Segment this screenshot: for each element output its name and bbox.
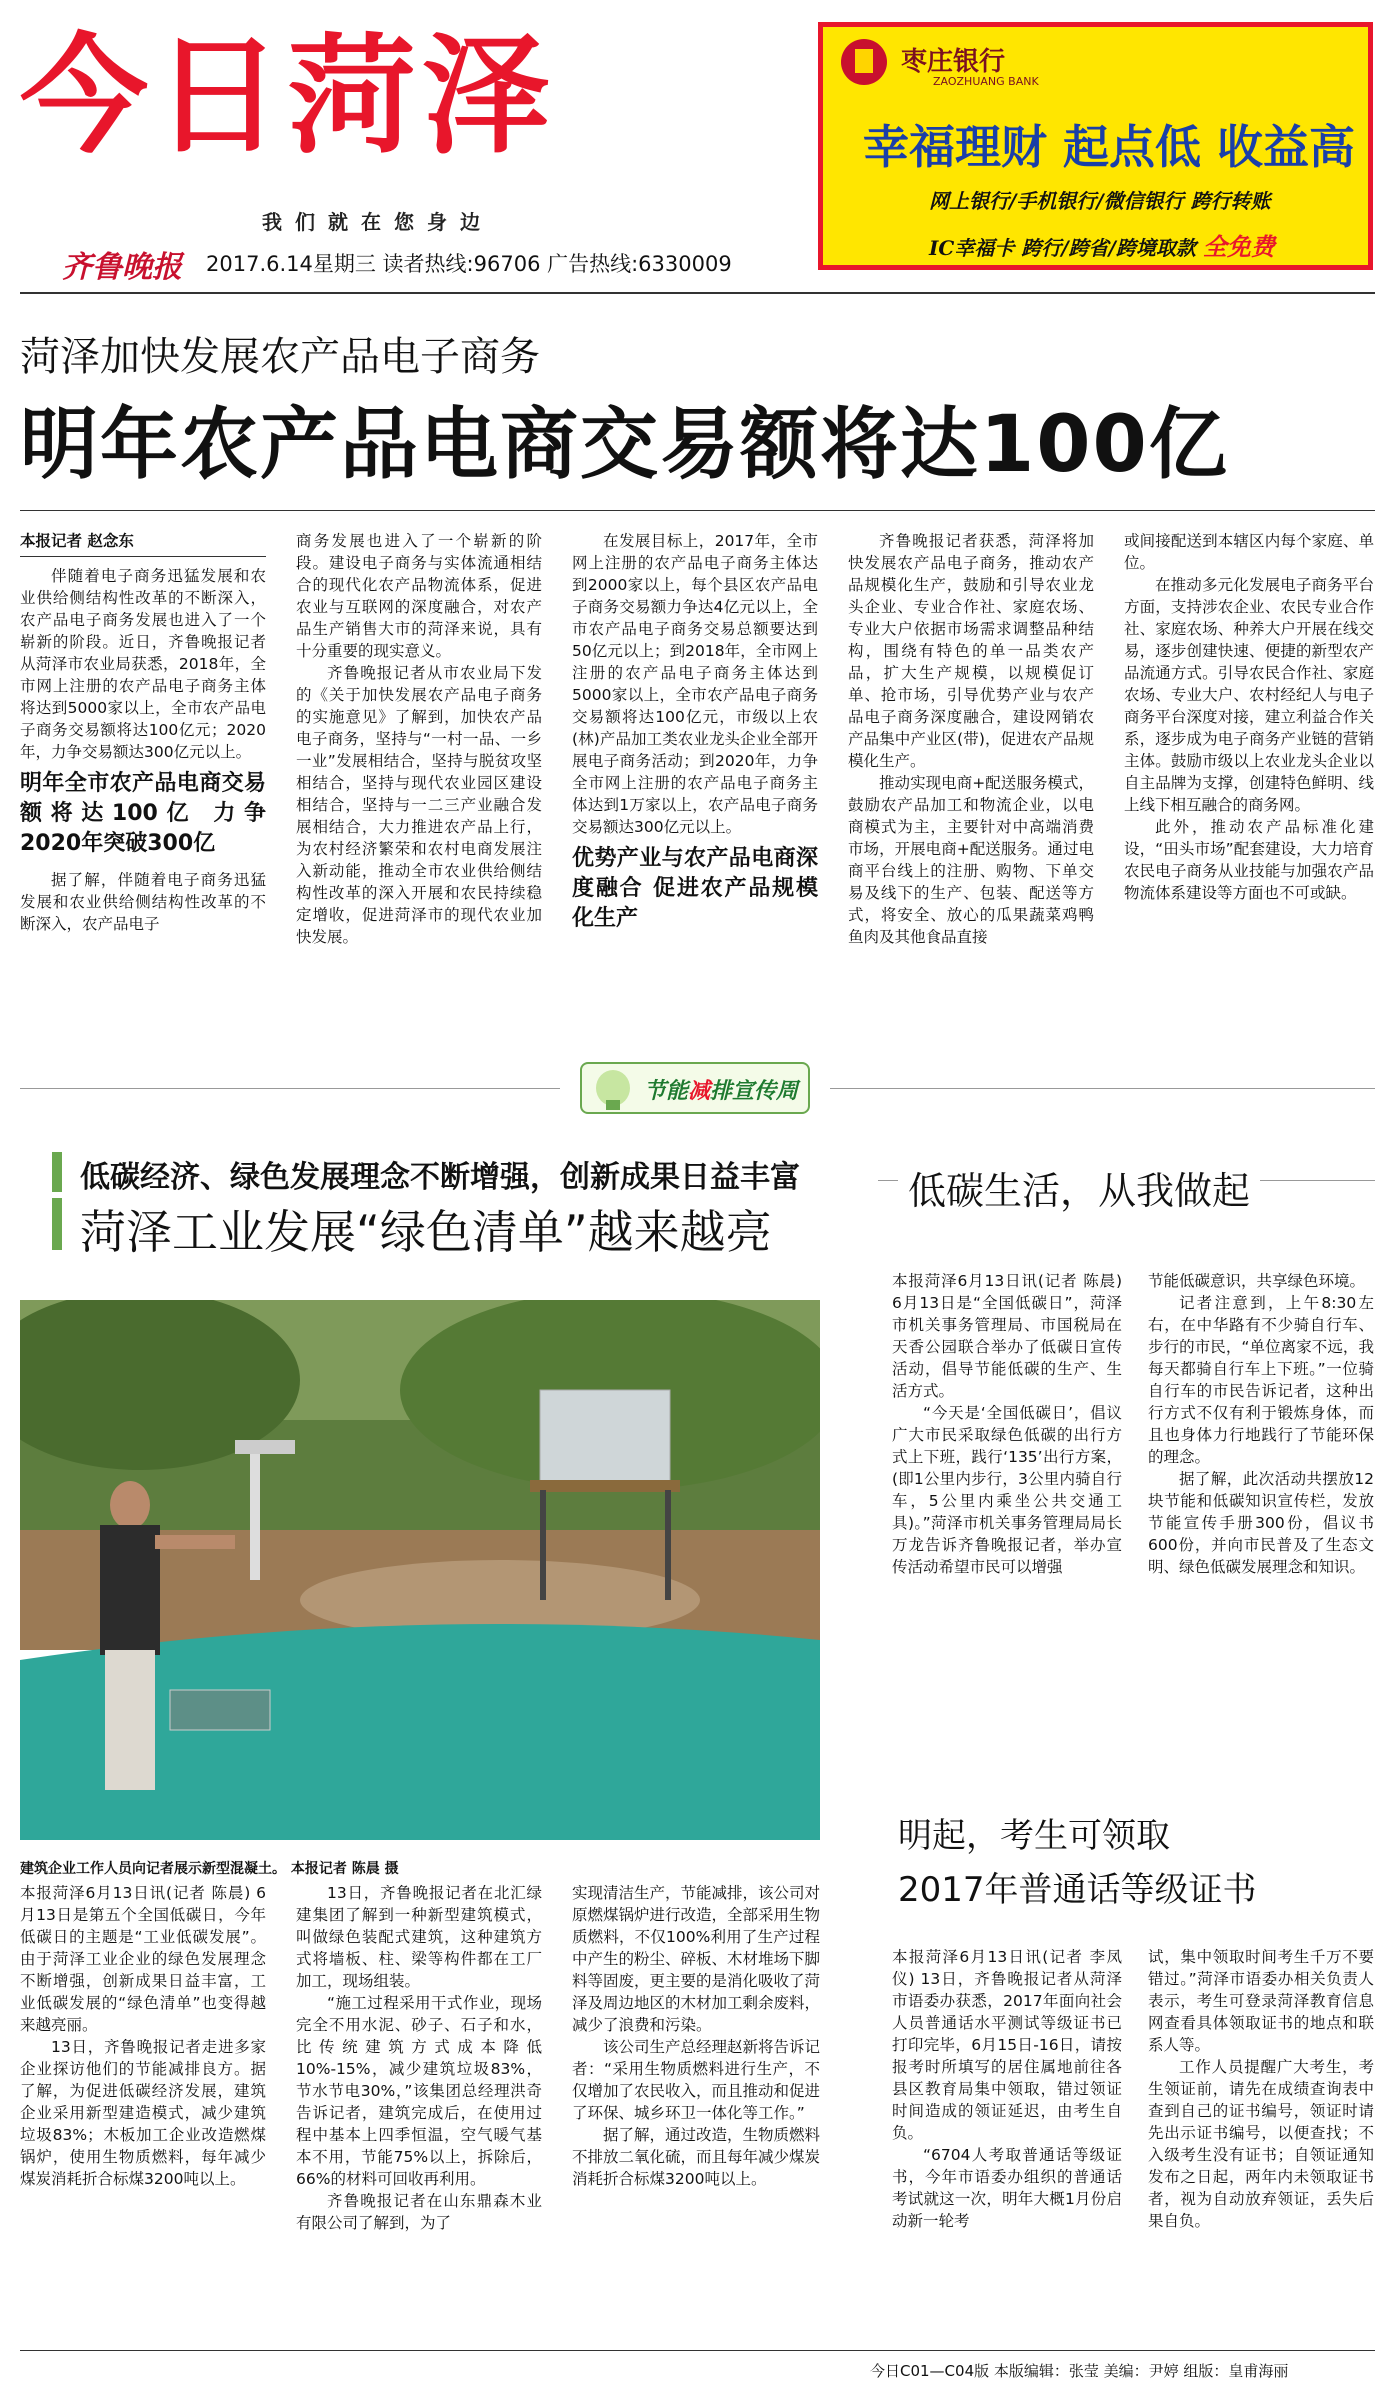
- lead-column-4: [848, 530, 1094, 1040]
- paragraph: 实现清洁生产，节能减排，该公司对原燃煤锅炉进行改造，全部采用生物质燃料，不仅100%利用了生产过程中产生的粉尘、碎板、木材堆场下脚料等固废，更主要的是消化吸收了菏泽及周边地区的木材加工剩余废料，减少了浪费和污染。: [572, 1884, 820, 2034]
- lead-column-2: [296, 530, 542, 1040]
- accent-bar: [52, 1152, 62, 1192]
- story4-headline-1: 明起，考生可领取: [898, 1816, 1170, 1856]
- ad-slogan: 幸福理财 起点低 收益高: [863, 120, 1356, 174]
- paragraph: 推动实现电商+配送服务模式，鼓励农产品加工和物流企业，以电商模式为主，主要针对中高端消费市场，开展电商+配送服务。通过电商平台线上的注册、购物、下单交易及线下的生产、包装、配送等方式，将安全、放心的瓜果蔬菜鸡鸭鱼肉及其他食品直接: [848, 774, 1094, 946]
- paragraph: 13日，齐鲁晚报记者在北汇绿建集团了解到一种新型建筑模式，叫做绿色装配式建筑，这种建筑方式将墙板、柱、梁等构件都在工厂加工，现场组装。: [296, 1884, 542, 1990]
- concrete-demo-photo: [20, 1300, 820, 1840]
- paragraph: 齐鲁晚报记者在山东鼎森木业有限公司了解到，为了: [296, 2192, 542, 2232]
- paragraph: 试，集中领取时间考生千万不要错过。”菏泽市语委办相关负责人表示，考生可登录菏泽教育信息网查看具体领取证书的地点和联系人等。: [1148, 1948, 1374, 2054]
- lead-column-3: [572, 530, 818, 1040]
- paragraph: 据了解，通过改造，生物质燃料不排放二氧化硫，而且每年减少煤炭消耗折合标煤3200吨以上。: [572, 2126, 820, 2188]
- lead-subhead-1: 明年全市农产品电商交易额将达100亿 力争2020年突破300亿: [20, 771, 266, 856]
- masthead-slogan: 我们就在您身边: [262, 210, 493, 234]
- divider: [830, 1088, 1375, 1089]
- paragraph: 在推动多元化发展电子商务平台方面，支持涉农企业、农民专业合作社、家庭农场、种养大户开展在线交易，逐步创建快速、便捷的新型农产品流通方式。引导农民合作社、家庭农场、专业大户、农村经纪人与电子商务平台深度对接，建立利益合作关系，逐步成为电子商务产业链的营销主体。鼓励市级以上农业龙头企业以自主品牌为支撑，创建特色鲜明、线上线下相互融合的商务网。: [1124, 576, 1374, 814]
- footer-rule: [20, 2350, 1375, 2351]
- lead-headline: 明年农产品电商交易额将达100亿: [20, 400, 1229, 490]
- story2-column-2: [296, 1882, 542, 2332]
- paragraph: 齐鲁晚报记者获悉，菏泽将加快发展农产品电子商务，推动农产品规模化生产，鼓励和引导农业龙头企业、专业合作社、家庭农场、专业大户依据市场需求调整品种结构，围绕有特色的单一品类农产品，扩大生产规模，以规模促订单、抢市场，引导优势产业与农产品电子商务深度融合，建设网销农产品集中产业区(带)，促进农产品规模化生产。: [848, 532, 1094, 770]
- story4-headline-2: 2017年普通话等级证书: [898, 1870, 1257, 1910]
- paragraph: 本报菏泽6月13日讯(记者 李凤仪) 13日，齐鲁晚报记者从菏泽市语委办获悉，2017年面向社会人员普通话水平测试等级证书已打印完毕，6月15日-16日，请按报考时所填写的居住属地前往各县区教育局集中领取，错过领证时间造成的领证延迟，由考生自负。: [892, 1948, 1122, 2142]
- bank-name-en: ZAOZHUANG BANK: [933, 75, 1039, 88]
- story3-column-2: [1148, 1270, 1374, 1800]
- ad-line-1: 网上银行/手机银行/微信银行 跨行转账: [929, 189, 1271, 213]
- top-rule: [20, 292, 1375, 294]
- bank-logo-icon: [841, 39, 887, 85]
- paragraph: 据了解，伴随着电子商务迅猛发展和农业供给侧结构性改革的不断深入，农产品电子: [20, 871, 266, 933]
- bank-name: 枣庄银行: [901, 47, 1006, 77]
- lead-rule: [20, 510, 1375, 511]
- paragraph: 伴随着电子商务迅猛发展和农业供给侧结构性改革的不断深入，农产品电子商务发展也进入了一个崭新的阶段。近日，齐鲁晚报记者从菏泽市农业局获悉，2018年，全市网上注册的农产品电子商务主体将达到5000家以上，全市农产品电子商务交易额将达100亿元；2020年，力争交易额达300亿元以上。: [20, 567, 266, 761]
- story4-column-1: [892, 1946, 1122, 2336]
- story3-column-1: [892, 1270, 1122, 1800]
- photo-caption: 建筑企业工作人员向记者展示新型混凝土。 本报记者 陈晨 摄: [20, 1861, 399, 1877]
- paragraph: 本报菏泽6月13日讯(记者 陈晨) 6月13日是“全国低碳日”，菏泽市机关事务管理局、市国税局在天香公园联合举办了低碳日宣传活动，倡导节能低碳的生产、生活方式。: [892, 1272, 1122, 1400]
- bank-advertisement[interactable]: [818, 22, 1373, 270]
- paragraph: 在发展目标上，2017年，全市网上注册的农产品电子商务主体达到2000家以上，每个县区农产品电子商务交易额力争达4亿元以上，全市农产品电子商务交易总额要达到50亿元以上；到2018年，全市网上注册的农产品电子商务主体达到5000家以上，全市农产品电子商务交易额将达100亿元，市级以上农(林)产品加工类农业龙头企业全部开展电子商务活动；到2020年，力争全市网上注册的农产品电子商务主体达到1万家以上，农产品电子商务交易额达300亿元以上。: [572, 532, 818, 836]
- story2-column-1: [20, 1882, 266, 2332]
- lead-kicker: 菏泽加快发展农产品电子商务: [20, 334, 540, 380]
- paragraph: 工作人员提醒广大考生，考生领证前，请先在成绩查询表中查到自己的证书编号，领证时请先出示证书编号，以便查找；不入级考生没有证书；自领证通知发布之日起，两年内未领取证书者，视为自动放弃领证，丢失后果自负。: [1148, 2058, 1374, 2230]
- story4-column-2: [1148, 1946, 1374, 2336]
- paragraph: 本报菏泽6月13日讯(记者 陈晨) 6月13日是第五个全国低碳日，今年低碳日的主题是“工业低碳发展”。由于菏泽工业企业的绿色发展理念不断增强，创新成果日益丰富，工业低碳发展的“绿色清单”也变得越来越亮丽。: [20, 1884, 266, 2034]
- paragraph: 此外，推动农产品标准化建设，“田头市场”配套建设，大力培育农民电子商务从业技能与加强农产品物流体系建设等方面也不可或缺。: [1124, 818, 1374, 902]
- paragraph: 记者注意到，上午8:30左右，在中华路有不少骑自行车、步行的市民，“单位离家不远，我每天都骑自行车上下班。”一位骑自行车的市民告诉记者，这种出行方式不仅有利于锻炼身体，而且也身体力行地践行了节能环保的理念。: [1148, 1294, 1374, 1466]
- photo-illustration: [20, 1300, 820, 1840]
- paragraph: 据了解，此次活动共摆放12块节能和低碳知识宣传栏，发放节能宣传手册300份，倡议书600份，并向市民普及了生态文明、绿色低碳发展理念和知识。: [1148, 1470, 1374, 1576]
- page-footer: 今日C01—C04版 本版编辑：张莹 美编：尹婷 组版：皇甫海丽: [870, 2362, 1289, 2380]
- paragraph: 或间接配送到本辖区内每个家庭、单位。: [1124, 532, 1374, 572]
- lead-byline: 本报记者 赵念东: [20, 532, 134, 550]
- paragraph: “今天是‘全国低碳日’，倡议广大市民采取绿色低碳的出行方式上下班，践行‘135’出行方案，(即1公里内步行，3公里内骑自行车，5公里内乘坐公共交通工具)。”菏泽市机关事务管理局局长万龙告诉齐鲁晚报记者，举办宣传活动希望市民可以增强: [892, 1404, 1122, 1576]
- paragraph: 齐鲁晚报记者从市农业局下发的《关于加快发展农产品电子商务的实施意见》了解到，加快农产品电子商务，坚持与“一村一品、一乡一业”发展相结合，坚持与脱贫攻坚相结合，坚持与现代农业园区建设相结合，坚持与一二三产业融合发展相结合，大力推进农产品上行，为农村经济繁荣和农村电商发展注入新动能，推动全市农业供给侧结构性改革的深入开展和农民持续稳定增收，促进菏泽市的现代农业加快发展。: [296, 664, 542, 946]
- accent-bar: [52, 1198, 62, 1250]
- paragraph: 13日，齐鲁晚报记者走进多家企业探访他们的节能减排良方。据了解，为促进低碳经济发展，建筑企业采用新型建造模式，减少建筑垃圾83%；木板加工企业改造燃煤锅炉，使用生物质燃料，每年减少煤炭消耗折合标煤3200吨以上。: [20, 2038, 266, 2188]
- divider: [20, 1088, 560, 1089]
- lead-column-1: [20, 530, 266, 1040]
- paper-logo: 齐鲁晚报: [62, 250, 182, 285]
- masthead-title: 今日菏泽: [20, 22, 557, 171]
- story2-subhead: 低碳经济、绿色发展理念不断增强，创新成果日益丰富: [80, 1160, 800, 1195]
- story2-headline: 菏泽工业发展“绿色清单”越来越亮: [80, 1205, 772, 1259]
- paragraph: “施工过程采用干式作业，现场完全不用水泥、砂子、石子和水，比传统建筑方式成本降低10%-15%，减少建筑垃圾83%，节水节电30%，”该集团总经理洪奇告诉记者，建筑完成后，在使用过程中基本上四季恒温，空气暖气基本不用，节能75%以上，拆除后，66%的材料可回收再利用。: [296, 1994, 542, 2188]
- story3-headline: 低碳生活，从我做起: [898, 1160, 1260, 1215]
- lead-subhead-2: 优势产业与农产品电商深度融合 促进农产品规模化生产: [572, 846, 818, 931]
- ad-line-2: IC幸福卡 跨行/跨省/跨境取款 全免费: [929, 232, 1275, 261]
- paragraph: 该公司生产总经理赵新将告诉记者：“采用生物质燃料进行生产，不仅增加了农民收入，而且推动和促进了环保、城乡环卫一体化等工作。”: [572, 2038, 820, 2122]
- dateline: 2017.6.14星期三 读者热线:96706 广告热线:6330009: [206, 252, 732, 276]
- energy-week-banner: 节能减排宣传周: [580, 1062, 810, 1114]
- paragraph: 节能低碳意识，共享绿色环境。: [1148, 1272, 1366, 1290]
- lightbulb-icon: [596, 1070, 630, 1106]
- paragraph: 商务发展也进入了一个崭新的阶段。建设电子商务与实体流通相结合的现代化农产品物流体系，促进农业与互联网的深度融合，对农产品生产销售大市的菏泽来说，具有十分重要的现实意义。: [296, 532, 542, 660]
- paragraph: “6704人考取普通话等级证书，今年市语委办组织的普通话考试就这一次，明年大概1月份启动新一轮考: [892, 2146, 1122, 2230]
- story2-column-3: [572, 1882, 820, 2332]
- lead-column-5: [1124, 530, 1374, 1040]
